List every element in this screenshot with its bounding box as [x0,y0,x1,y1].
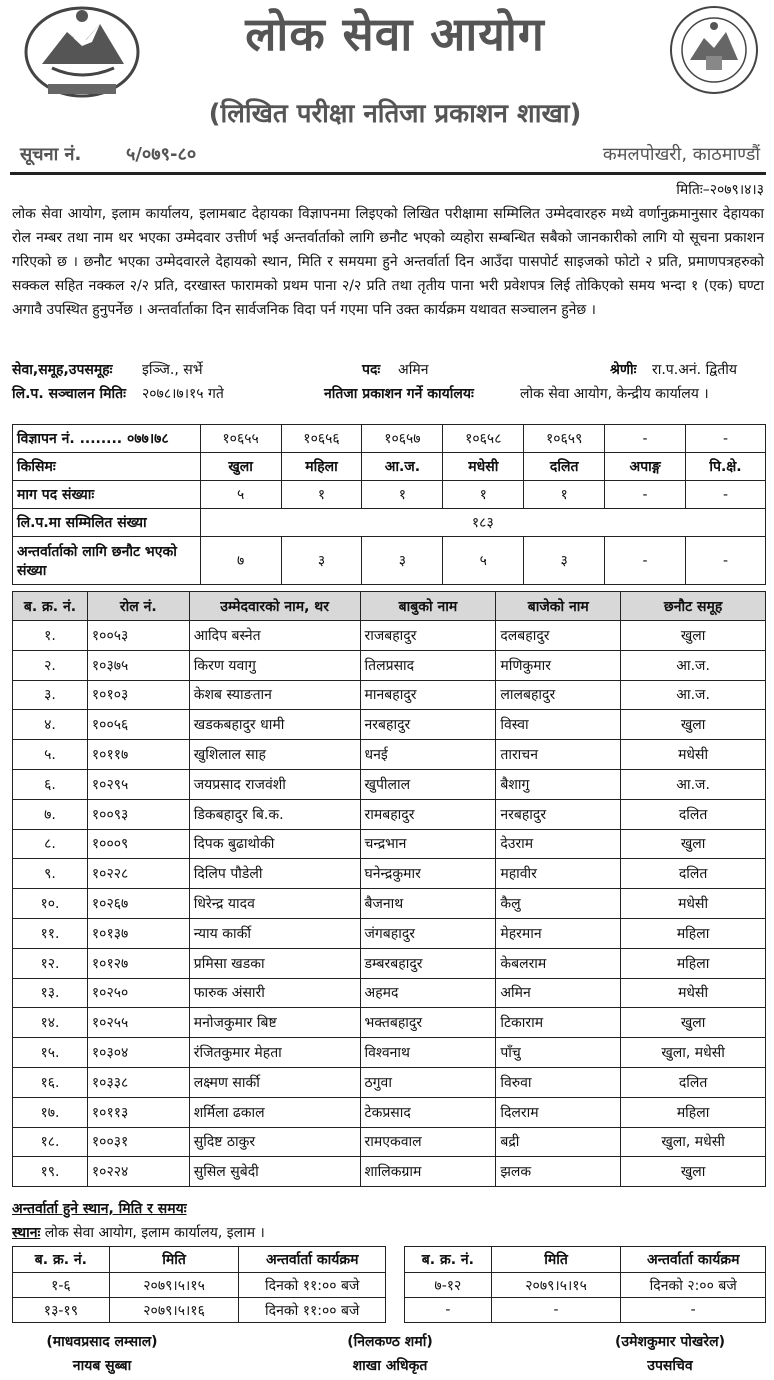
grandfather-name-cell: विस्वा [496,710,621,740]
serial-cell: १७. [13,1097,88,1127]
group-cell: महिला [621,948,766,978]
schedule-row [405,1273,766,1298]
notice-body: लोक सेवा आयोग, इलाम कार्यालय, इलामबाट देहायका विज्ञापनमा लिइएको लिखित परीक्षामा सम्मिलित उम्मेदवारहरु मध्ये वर्णानुक्रमानुसार देहायका रोल नम्बर तथा नाम थर भएका उम्मेदवार उत्तीर्ण भई अन्तर्वार्ताको लागि छनौट भएको व्यहोरा सम्बन्धित सबैको जानकारीको लागि यो सूचना प्रकाशन गरिएको छ । छनौट भएका उम्मेदवारले देहायको स्थान, मिति र समयमा हुने अन्तर्वार्ता दिन आउँदा पासपोर्ट साइजको फोटो २ प्रति, प्रमाणपत्रहरुको सक्कल सहित नक्कल २/२ प्रति, दरखास्त फारामको प्रथम पाना २/२ प्रति तथा तृतीय पाना भरी प्रवेशपत्र लिई तोकिएको समय भन्दा १ (एक) घण्टा अगावै उपस्थित हुनुपर्नेछ । अन्तर्वार्ताका दिन सार्वजनिक विदा पर्न गएमा पनि उक्त कार्यक्रम यथावत सञ्चालन हुनेछ । [12,206,764,318]
selected-cell: - [686,537,766,585]
schedule-cell: - [405,1298,492,1323]
candidate-name-cell: दिलिप पौडेली [189,859,360,889]
candidate-header-row [13,592,766,621]
roll-cell: १०१२७ [87,948,189,978]
schedule-cell: ७-१२ [405,1273,492,1298]
notice-row [20,140,760,170]
type-cell: मधेसी [443,453,524,481]
candidate-name-cell: प्रमिसा खडका [189,948,360,978]
column-header: बाजेको नाम [496,592,621,621]
serial-cell: १८. [13,1127,88,1157]
grandfather-name-cell: झलक [496,1157,621,1187]
signatory-title: उपसचिव [647,1358,693,1374]
type-label: किसिमः [13,453,201,481]
schedule-cell: दिनको ११:०० बजे [239,1273,386,1298]
ad-number-label: विज्ञापन नं. ........ ०७७।७८ [13,425,201,453]
candidate-name-cell: मनोजकुमार बिष्ट [189,1008,360,1038]
serial-cell: ११. [13,918,88,948]
roll-cell: १००५६ [87,710,189,740]
father-name-cell: रामबहादुर [360,799,496,829]
grandfather-name-cell: ताराचन [496,740,621,770]
page-subtitle: (लिखित परीक्षा नतिजा प्रकाशन शाखा) [208,99,582,129]
column-header: उम्मेदवारको नाम, थर [189,592,360,621]
demand-row [13,481,766,509]
grandfather-name-cell: टिकाराम [496,1008,621,1038]
page-title: लोक सेवा आयोग [245,7,545,61]
grandfather-name-cell: लालबहादुर [496,680,621,710]
roll-cell: १०११३ [87,1097,189,1127]
result-office-label: नतिजा प्रकाशन गर्ने कार्यालयः [324,386,474,402]
type-cell: खुला [200,453,281,481]
group-cell: खुला, मधेसी [621,1038,766,1068]
column-header: रोल नं. [87,592,189,621]
candidate-name-cell: लक्ष्मण सार्की [189,1067,360,1097]
post-value: अमिन [398,362,429,378]
header-divider [10,172,766,175]
demand-cell: १ [362,481,443,509]
schedule-cell: १३-१९ [13,1298,110,1323]
father-name-cell: रामएकवाल [360,1127,496,1157]
interview-schedule-left [12,1246,386,1323]
group-cell: मधेसी [621,978,766,1008]
grandfather-name-cell: मणिकुमार [496,650,621,680]
father-name-cell: शालिकग्राम [360,1157,496,1187]
candidate-name-cell: धिरेन्द्र यादव [189,889,360,919]
nepal-emblem-icon [22,2,142,100]
schedule-header-row [13,1247,386,1273]
serial-cell: ३. [13,680,88,710]
group-cell: खुला [621,1008,766,1038]
meta-row-2 [12,384,764,406]
roll-cell: १०११७ [87,740,189,770]
roll-cell: १०१०३ [87,680,189,710]
roll-cell: १०००९ [87,829,189,859]
result-office-value: लोक सेवा आयोग, केन्द्रीय कार्यालय । [520,386,709,402]
serial-cell: ७. [13,799,88,829]
candidate-name-cell: रंजितकुमार मेहता [189,1038,360,1068]
office-place: कमलपोखरी, काठमाण्डौं [602,144,760,165]
grandfather-name-cell: नरबहादुर [496,799,621,829]
father-name-cell: भक्तबहादुर [360,1008,496,1038]
serial-cell: ८. [13,829,88,859]
father-name-cell: धनई [360,740,496,770]
column-header: अन्तर्वार्ता कार्यक्रम [239,1247,386,1273]
schedule-row [405,1298,766,1323]
interview-schedule-right [404,1246,766,1323]
father-name-cell: चन्द्रभान [360,829,496,859]
column-header: ब. क्र. नं. [13,592,88,621]
service-label: सेवा,समूह,उपसमूहः [12,362,113,378]
demand-cell: ५ [200,481,281,509]
signatory-title: शाखा अधिकृत [352,1358,428,1374]
father-name-cell: ठगुवा [360,1067,496,1097]
table-row [13,650,766,680]
meta-row-1 [12,360,764,382]
demand-label: माग पद संख्याः [13,481,201,509]
father-name-cell: टेकप्रसाद [360,1097,496,1127]
interview-place [12,1223,265,1242]
roll-cell: १००५३ [87,621,189,651]
grandfather-name-cell: दिलराम [496,1097,621,1127]
father-name-cell: खुपीलाल [360,769,496,799]
exam-date-value: २०७८।७।१५ गते [142,386,224,402]
schedule-cell: - [491,1298,621,1323]
demand-cell: १ [443,481,524,509]
roll-cell: १०३०४ [87,1038,189,1068]
group-cell: महिला [621,918,766,948]
father-name-cell: विश्वनाथ [360,1038,496,1068]
selected-label: अन्तर्वार्ताको लागि छनौट भएको संख्या [13,537,201,585]
group-cell: मधेसी [621,889,766,919]
type-cell: पि.क्षे. [686,453,766,481]
candidate-name-cell: सुसिल सुबेदी [189,1157,360,1187]
serial-cell: १४. [13,1008,88,1038]
ad-number-cell: १०६५९ [524,425,605,453]
candidate-name-cell: आदिप बस्नेत [189,621,360,651]
serial-cell: ९. [13,859,88,889]
interview-place-label: स्थानः [12,1225,41,1241]
table-row [13,769,766,799]
schedule-row [13,1273,386,1298]
candidate-name-cell: फारुक अंसारी [189,978,360,1008]
schedule-row [13,1298,386,1323]
grandfather-name-cell: दलबहादुर [496,621,621,651]
candidate-name-cell: दिपक बुढाथोकी [189,829,360,859]
father-name-cell: डम्बरबहादुर [360,948,496,978]
table-row [13,978,766,1008]
roll-cell: १०३३८ [87,1067,189,1097]
group-cell: खुला [621,829,766,859]
post-label: पदः [362,362,381,378]
signature-block [580,1330,760,1378]
schedule-cell: २०७९।५।१६ [109,1298,239,1323]
class-label: श्रेणीः [610,362,637,378]
grandfather-name-cell: मेहरमान [496,918,621,948]
schedule-cell: २०७९।५।१५ [109,1273,239,1298]
selected-cell: ३ [281,537,362,585]
column-header: ब. क्र. नं. [405,1247,492,1273]
grandfather-name-cell: बैशागु [496,769,621,799]
type-cell: दलित [524,453,605,481]
table-row [13,1038,766,1068]
selected-cell: ५ [443,537,524,585]
type-cell: अपाङ्ग [605,453,686,481]
table-row [13,1157,766,1187]
table-row [13,889,766,919]
column-header: मिति [491,1247,621,1273]
page-header [0,0,774,140]
father-name-cell: घनेन्द्रकुमार [360,859,496,889]
roll-cell: १००३१ [87,1127,189,1157]
group-cell: खुला [621,1157,766,1187]
signatory-title: नायब सुब्बा [72,1358,132,1374]
signatory-name: (उमेशकुमार पोखरेल) [615,1334,725,1350]
table-row [13,1067,766,1097]
service-value: इञ्जि., सर्भे [142,362,203,378]
group-cell: महिला [621,1097,766,1127]
appeared-count: १८३ [200,509,765,537]
candidate-name-cell: शर्मिला ढकाल [189,1097,360,1127]
roll-cell: १०३७५ [87,650,189,680]
grandfather-name-cell: अमिन [496,978,621,1008]
column-header: अन्तर्वार्ता कार्यक्रम [621,1247,766,1273]
candidate-name-cell: खुशिलाल साह [189,740,360,770]
serial-cell: २. [13,650,88,680]
column-header: छनौट समूह [621,592,766,621]
group-cell: आ.ज. [621,769,766,799]
exam-date-label: लि.प. सञ्चालन मितिः [12,386,126,402]
ad-number-cell: १०६५७ [362,425,443,453]
signature-block [300,1330,480,1378]
signatory-name: (निलकण्ठ शर्मा) [347,1334,433,1350]
serial-cell: १५. [13,1038,88,1068]
father-name-cell: जंगबहादुर [360,918,496,948]
table-row [13,680,766,710]
schedule-cell: २०७९।५।१५ [491,1273,621,1298]
roll-cell: १०२५० [87,978,189,1008]
ad-number-cell: १०६५६ [281,425,362,453]
father-name-cell: नरबहादुर [360,710,496,740]
class-value: रा.प.अनं. द्वितीय [652,362,737,378]
grandfather-name-cell: पाँचु [496,1038,621,1068]
candidate-name-cell: केशब स्याङतान [189,680,360,710]
ad-number-row [13,425,766,453]
father-name-cell: राजबहादुर [360,621,496,651]
group-cell: खुला [621,621,766,651]
type-cell: महिला [281,453,362,481]
table-row [13,799,766,829]
table-row [13,621,766,651]
candidate-name-cell: डिकबहादुर बि.क. [189,799,360,829]
group-cell: खुला, मधेसी [621,1127,766,1157]
father-name-cell: अहमद [360,978,496,1008]
grandfather-name-cell: देउराम [496,829,621,859]
table-row [13,948,766,978]
serial-cell: १२. [13,948,88,978]
table-row [13,1008,766,1038]
schedule-cell: दिनको ११:०० बजे [239,1298,386,1323]
grandfather-name-cell: विरुवा [496,1067,621,1097]
table-row [13,1127,766,1157]
grandfather-name-cell: कैलु [496,889,621,919]
roll-cell: १०१३७ [87,918,189,948]
serial-cell: ६. [13,769,88,799]
ad-number-cell: १०६५५ [200,425,281,453]
roll-cell: १०२५५ [87,1008,189,1038]
roll-cell: १०२६७ [87,889,189,919]
vacancy-table [12,424,766,585]
schedule-cell: दिनको २:०० बजे [621,1273,766,1298]
serial-cell: १३. [13,978,88,1008]
interview-place-value: लोक सेवा आयोग, इलाम कार्यालय, इलाम । [44,1225,265,1241]
serial-cell: १९. [13,1157,88,1187]
psc-seal-icon [668,4,760,96]
serial-cell: १६. [13,1067,88,1097]
group-cell: खुला [621,710,766,740]
roll-cell: १०२२८ [87,859,189,889]
schedule-header-row [405,1247,766,1273]
table-row [13,710,766,740]
candidate-name-cell: जयप्रसाद राजवंशी [189,769,360,799]
schedule-cell: - [621,1298,766,1323]
selected-cell: ३ [524,537,605,585]
roll-cell: १००९३ [87,799,189,829]
table-row [13,740,766,770]
demand-cell: - [605,481,686,509]
grandfather-name-cell: बद्री [496,1127,621,1157]
candidate-name-cell: खडकबहादुर धामी [189,710,360,740]
column-header: ब. क्र. नं. [13,1247,110,1273]
serial-cell: ४. [13,710,88,740]
notice-number: ५/०७९-८० [126,144,197,165]
group-cell: दलित [621,799,766,829]
candidate-table [12,591,766,1187]
appeared-row [13,509,766,537]
serial-cell: १. [13,621,88,651]
ad-number-cell: - [686,425,766,453]
column-header: बाबुको नाम [360,592,496,621]
group-cell: आ.ज. [621,680,766,710]
candidate-name-cell: किरण यवागु [189,650,360,680]
selected-cell: - [605,537,686,585]
table-row [13,918,766,948]
grandfather-name-cell: महावीर [496,859,621,889]
demand-cell: - [686,481,766,509]
serial-cell: १०. [13,889,88,919]
selected-cell: ३ [362,537,443,585]
serial-cell: ५. [13,740,88,770]
interview-title: अन्तर्वार्ता हुने स्थान, मिति र समयः [12,1201,187,1217]
group-cell: दलित [621,1067,766,1097]
appeared-label: लि.प.मा सम्मिलित संख्या [13,509,201,537]
father-name-cell: बैजनाथ [360,889,496,919]
type-row [13,453,766,481]
column-header: मिति [109,1247,239,1273]
ad-number-cell: - [605,425,686,453]
ad-number-cell: १०६५८ [443,425,524,453]
signatory-name: (माधवप्रसाद लम्साल) [46,1334,158,1350]
table-row [13,829,766,859]
table-row [13,859,766,889]
grandfather-name-cell: केबलराम [496,948,621,978]
notice-date: मितिः–२०७९।४।३ [676,182,764,198]
signature-block [12,1330,192,1378]
demand-cell: १ [281,481,362,509]
selected-cell: ७ [200,537,281,585]
table-row [13,1097,766,1127]
candidate-name-cell: सुदिष्ट ठाकुर [189,1127,360,1157]
notice-label: सूचना नं. [20,144,82,165]
group-cell: आ.ज. [621,650,766,680]
father-name-cell: तिलप्रसाद [360,650,496,680]
demand-cell: १ [524,481,605,509]
roll-cell: १०२२४ [87,1157,189,1187]
selected-row [13,537,766,585]
candidate-name-cell: न्याय कार्की [189,918,360,948]
schedule-cell: १-६ [13,1273,110,1298]
roll-cell: १०२९५ [87,769,189,799]
group-cell: दलित [621,859,766,889]
group-cell: मधेसी [621,740,766,770]
father-name-cell: मानबहादुर [360,680,496,710]
type-cell: आ.ज. [362,453,443,481]
